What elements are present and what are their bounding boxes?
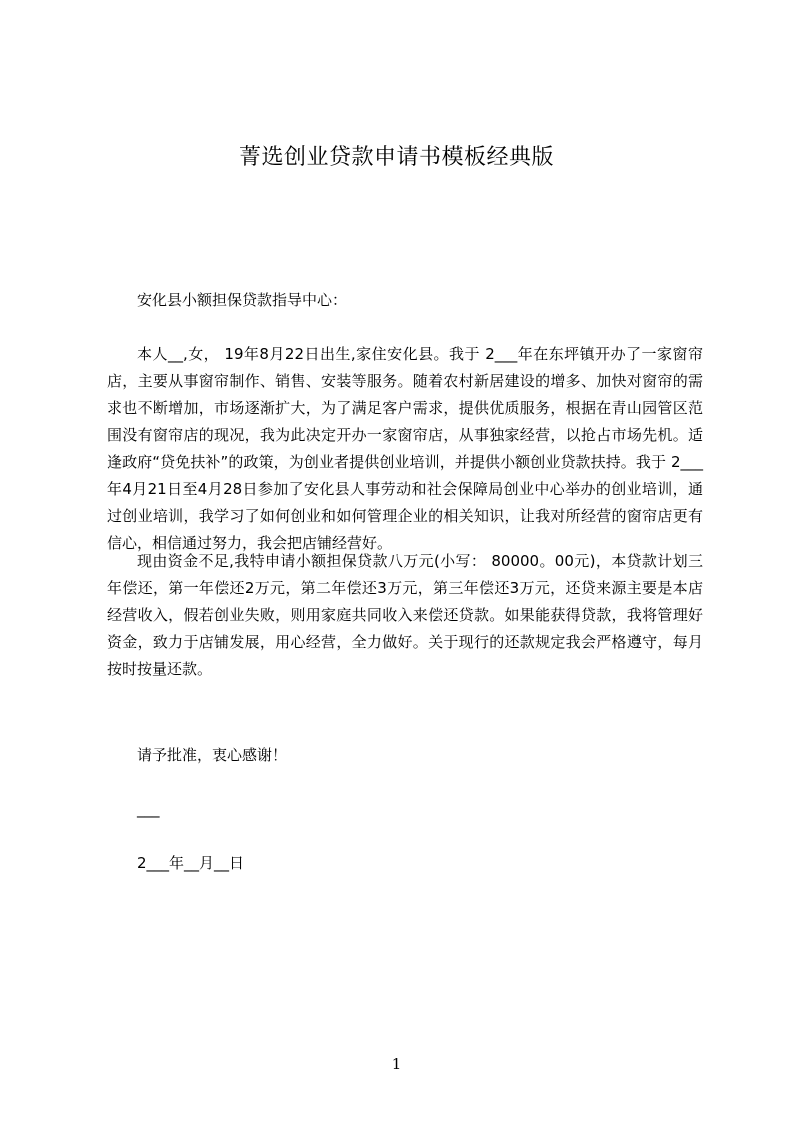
- page-number: 1: [391, 1055, 402, 1073]
- body-paragraph-1: 本人__,女， 19年8月22日出生,家住安化县。我于 2___年在东坪镇开办了一家窗帘店，主要从事窗帘制作、销售、安装等服务。随着农村新居建设的增多、加快对窗帘的需求也不断增加，市场逐渐扩大，为了满足客户需求，提供优质服务，根据在青山园管区范围没有窗帘店的现况，我为此决定开办一家窗帘店，从事独家经营，以抢占市场先机。适逢政府“贷免扶补”的政策，为创业者提供创业培训，并提供小额创业贷款扶持。我于 2___年4月21日至4月28日参加了安化县人事劳动和社会保障局创业中心举办的创业培训，通过创业培训，我学习了如何创业和如何管理企业的相关知识，让我对所经营的窗帘店更有信心，相信通过努力，我会把店铺经营好。: [107, 345, 703, 552]
- closing-line: 请予批准，衷心感谢！: [137, 746, 288, 764]
- date-line: 2___年__月__日: [137, 854, 245, 872]
- greeting-line: 安化县小额担保贷款指导中心：: [137, 291, 348, 309]
- document-title: 菁选创业贷款申请书模板经典版: [238, 145, 554, 170]
- signature-blank: ___: [137, 800, 160, 818]
- body-paragraph-2: 现由资金不足,我特申请小额担保贷款八万元(小写： 80000。00元)，本贷款计划三年偿还，第一年偿还2万元，第二年偿还3万元，第三年偿还3万元，还贷来源主要是本店经营收入，假若创业失败，则用家庭共同收入来偿还贷款。如果能获得贷款，我将管理好资金，致力于店铺发展，用心经营，全力做好。关于现行的还款规定我会严格遵守，每月按时按量还款。: [107, 552, 703, 678]
